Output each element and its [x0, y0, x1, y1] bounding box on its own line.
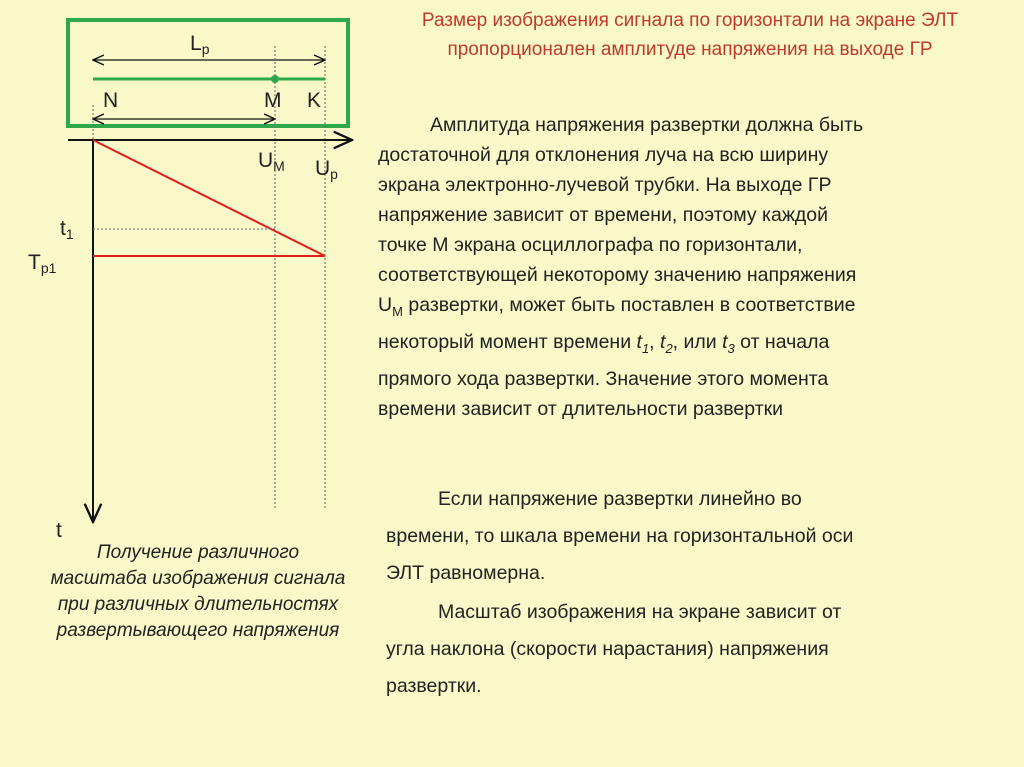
- label-t1: $t_1$: [60, 217, 74, 242]
- para1-line: Амплитуда напряжения развертки должна быть: [430, 114, 864, 136]
- diagram-caption: Получение различного масштаба изображения сигнала при различных длительностях развертывающего напряжения: [50, 542, 346, 641]
- para1-line: некоторый момент времени $t_1$, $t_2$, или $t_3$ от начала: [378, 330, 830, 356]
- para1-line: экрана электронно-лучевой трубки. На выходе ГР: [378, 174, 832, 196]
- label-lp: $L_р$: [190, 32, 210, 57]
- para1-line: соответствующей некоторому значению напряжения: [378, 264, 857, 286]
- paragraph-1: [378, 110, 1018, 424]
- para2-line: Если напряжение развертки линейно во: [438, 488, 802, 510]
- para1-line: прямого хода развертки. Значение этого момента: [378, 367, 829, 390]
- sweep-ramp: [93, 140, 325, 256]
- paragraph-2: [386, 481, 1016, 592]
- para2-line: времени, то шкала времени на горизонтальной оси: [386, 525, 854, 547]
- label-m: M: [264, 89, 282, 112]
- para2-line: ЭЛТ равномерна.: [386, 562, 546, 584]
- label-um: $U_M$: [258, 149, 285, 174]
- para1-line: $U_M$ развертки, может быть поставлен в соответствие: [378, 294, 856, 319]
- para1-line: точке М экрана осциллографа по горизонтали,: [378, 234, 803, 256]
- paragraph-3: [386, 594, 1016, 705]
- label-tp1: $T_{р1}$: [28, 251, 57, 276]
- para3-line: Масштаб изображения на экране зависит от: [438, 601, 842, 623]
- label-n: N: [103, 89, 119, 112]
- slide-title: Размер изображения сигнала по горизонтали на экране ЭЛТ пропорционален амплитуде напряжения на выходе ГР: [421, 10, 959, 60]
- para3-line: угла наклона (скорости нарастания) напряжения: [386, 638, 829, 660]
- para3-line: развертки.: [386, 675, 482, 697]
- label-up: $U_р$: [315, 157, 338, 182]
- para1-line: напряжение зависит от времени, поэтому каждой: [378, 204, 829, 226]
- label-t-axis: t: [56, 519, 62, 542]
- para1-line: времени зависит от длительности развертки: [378, 397, 784, 420]
- para1-line: достаточной для отклонения луча на всю ширину: [378, 144, 829, 166]
- label-k: K: [307, 89, 322, 112]
